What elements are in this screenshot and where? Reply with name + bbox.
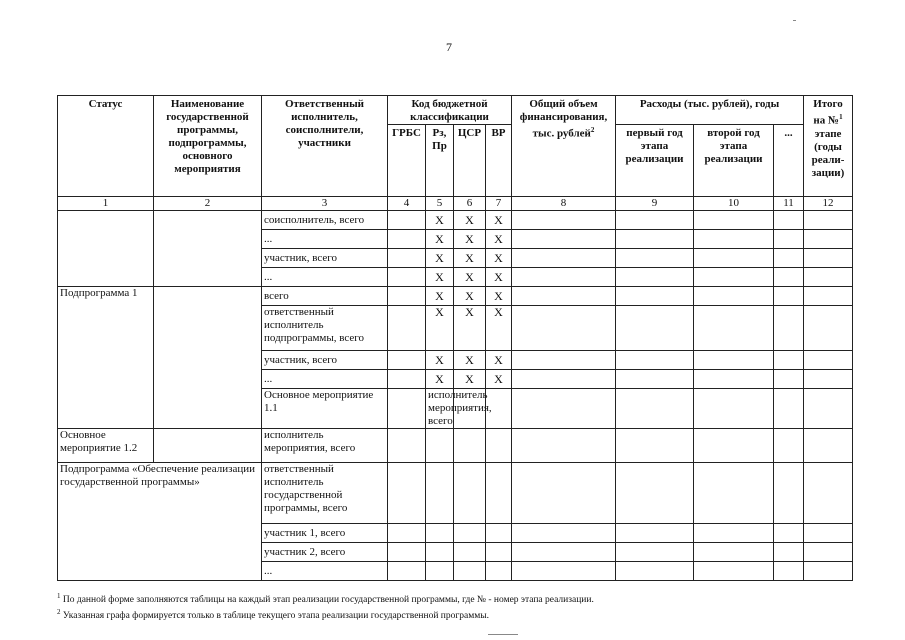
budget-table bbox=[57, 95, 853, 581]
column-number: 1 bbox=[58, 197, 154, 211]
column-number: 5 bbox=[426, 197, 454, 211]
participant-cell: участник 1, всего bbox=[262, 524, 388, 543]
name-cell bbox=[154, 211, 262, 287]
header-ellipsis: ... bbox=[774, 125, 804, 197]
header-csr: ЦСР bbox=[454, 125, 486, 197]
header-budget-code: Код бюджетной классификации bbox=[388, 96, 512, 125]
scan-speck bbox=[793, 20, 796, 21]
participant-cell: всего bbox=[262, 287, 388, 306]
header-vr: ВР bbox=[486, 125, 512, 197]
header-total-stage: Итого на №$^1$ этапе (годы реали-зации) bbox=[804, 96, 853, 197]
participant-cell: ... bbox=[262, 562, 388, 581]
column-number: 10 bbox=[694, 197, 774, 211]
participant-cell: участник 2, всего bbox=[262, 543, 388, 562]
status-cell: Основное мероприятие 1.2 bbox=[58, 429, 154, 463]
status-cell: Подпрограмма 1 bbox=[58, 287, 154, 429]
header-responsible: Ответственный исполнитель, соисполнители, участники bbox=[262, 96, 388, 197]
footnote-2: $^2$ Указанная графа формируется только в таблице текущего этапа реализации государственной программы. bbox=[57, 608, 490, 622]
participant-cell: участник, всего bbox=[262, 351, 388, 370]
header-total-volume: Общий объем финансирования, тыс. рублей$^2$ bbox=[512, 96, 616, 197]
participant-cell: ... bbox=[262, 230, 388, 249]
page-number: 7 bbox=[446, 40, 452, 54]
column-number: 6 bbox=[454, 197, 486, 211]
participant-cell: участник, всего bbox=[262, 249, 388, 268]
column-number: 2 bbox=[154, 197, 262, 211]
participant-cell: соисполнитель, всего bbox=[262, 211, 388, 230]
scan-speck bbox=[488, 634, 518, 635]
column-number: 9 bbox=[616, 197, 694, 211]
participant-cell: исполнитель мероприятия, всего bbox=[426, 389, 454, 429]
column-number: 11 bbox=[774, 197, 804, 211]
table-row: ... Х Х Х bbox=[58, 370, 853, 389]
participant-cell: ответственный исполнитель подпрограммы, всего bbox=[262, 306, 388, 351]
table-row: соисполнитель, всего Х Х Х bbox=[58, 211, 853, 230]
table-row: Подпрограмма 1 всего Х Х Х bbox=[58, 287, 853, 306]
status-cell: Подпрограмма «Обеспечение реализации государственной программы» bbox=[58, 463, 262, 581]
column-number: 3 bbox=[262, 197, 388, 211]
table-row bbox=[58, 429, 853, 463]
column-number-row bbox=[58, 197, 853, 211]
header-second-year: второй год этапа реализации bbox=[694, 125, 774, 197]
header-name: Наименование государственной программы, подпрограммы, основного мероприятия bbox=[154, 96, 262, 197]
participant-cell: ... bbox=[262, 268, 388, 287]
name-cell bbox=[154, 429, 262, 463]
table-row: участник, всего Х Х Х bbox=[58, 351, 853, 370]
name-cell bbox=[388, 389, 426, 429]
header-status: Статус bbox=[58, 96, 154, 197]
header-first-year: первый год этапа реализации bbox=[616, 125, 694, 197]
header-grbs: ГРБС bbox=[388, 125, 426, 197]
table-row: ... Х Х Х bbox=[58, 268, 853, 287]
column-number: 7 bbox=[486, 197, 512, 211]
status-cell bbox=[58, 211, 154, 287]
header-expenses: Расходы (тыс. рублей), годы bbox=[616, 96, 804, 125]
footnotes bbox=[57, 590, 594, 622]
footnote-1: $^1$ По данной форме заполняются таблицы на каждый этап реализации государственной программы, где № - номер этапа реализации. bbox=[57, 592, 594, 606]
column-number: 4 bbox=[388, 197, 426, 211]
table-row bbox=[58, 463, 853, 524]
header-rz-pr: Рз, Пр bbox=[426, 125, 454, 197]
column-number: 8 bbox=[512, 197, 616, 211]
table-row: участник, всего Х Х Х bbox=[58, 249, 853, 268]
table-row: ответственный исполнитель подпрограммы, всего Х Х Х bbox=[58, 306, 853, 351]
name-cell bbox=[154, 287, 262, 429]
table-row: ... Х Х Х bbox=[58, 230, 853, 249]
participant-cell: исполнитель мероприятия, всего bbox=[262, 429, 388, 463]
participant-cell: ответственный исполнитель государственной программы, всего bbox=[262, 463, 388, 524]
status-cell: Основное мероприятие 1.1 bbox=[262, 389, 388, 429]
participant-cell: ... bbox=[262, 370, 388, 389]
column-number: 12 bbox=[804, 197, 853, 211]
